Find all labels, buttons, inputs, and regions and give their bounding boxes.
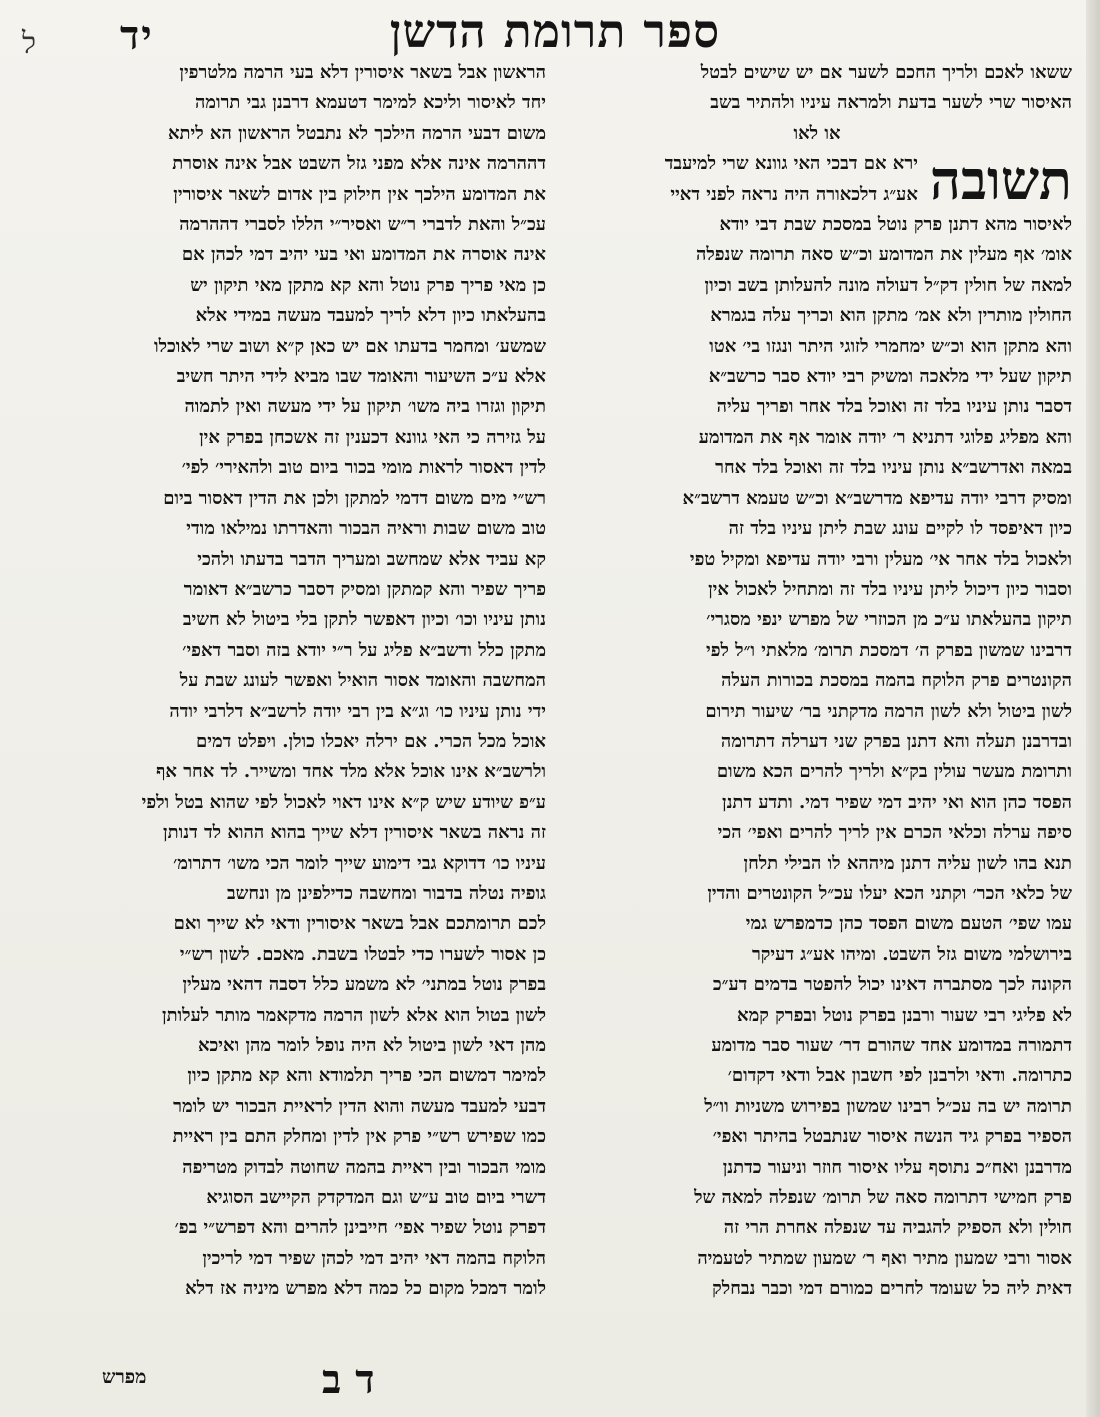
text-line: עמו שפי׳ הטעם משום הפסד כהן כדמפרש גמי: [745, 913, 1072, 935]
text-line: של כלאי הכר׳ וקתני הכא יעלו עכ״ל הקונטרים והדין: [707, 882, 1072, 904]
text-line: לאיסור מהא דתנן פרק נוטל במסכת שבת דבי יודא: [719, 214, 1072, 236]
text-line: לא פליגי רבי שעור ורבנן בפרק נוטל ובפרק קמא: [737, 1004, 1072, 1026]
text-line: רש״י מים משום דדמי למתקן ולכן את הדין דאסור ביום: [163, 487, 546, 509]
text-line: ולאכול בלד אחר אי׳ מעלין ורבי יודה עדיפא ומקיל טפי: [689, 548, 1072, 570]
text-line: ששאו לאכם ולריך החכם לשער אם יש שישים לבטל: [700, 62, 1072, 83]
text-line: אע״ג דלכאורה היה נראה לפני דאיי: [670, 183, 918, 205]
text-line: כיון דאיפסד לו לקיים עונג שבת ליתן עיניו בלד זה: [728, 518, 1072, 540]
text-line: בהעלאתו כיון דלא לריך למעבד מעשה במידי אלא: [195, 305, 546, 327]
text-line: את המדומע הילכך אין חילוק בין אדום לשאר איסורין: [173, 183, 546, 205]
text-line: אסור ורבי שמעון מתיר ואף ר׳ שמעון שמתיר לטעמיה: [697, 1247, 1072, 1269]
text-line: הפסד כהן הוא ואי יהיב דמי שפיר דמי. ותדע דתנן: [721, 791, 1072, 813]
text-line: והא מתקן הוא וכ״ש ימחמרי לזוגי היתר ונגזו בי׳ אטו: [709, 335, 1072, 357]
text-line: זה נראה בשאר איסורין דלא שייך בהוא ההוא לד דנותן: [163, 822, 546, 844]
running-head: [0, 4, 1100, 60]
text-line: שמשע׳ ומחמר בדעתו אם יש כאן ק״א ושוב שרי לאוכלו: [153, 335, 546, 357]
text-line: הלוקח בהמה דאי יהיב דמי לכהן שפיר דמי לריכין: [202, 1247, 546, 1269]
text-line: המחשבה והאומד אסור הואיל ואפשר לעונג שבת על: [179, 670, 546, 692]
text-line: כן אסור לשערו כדי לבטלו בשבת. מאכם. לשון רש״י: [179, 943, 546, 965]
text-line: למאה של חולין דק״ל דעולה מונה להעלותן בשב וכיון: [704, 274, 1072, 296]
text-line: נותן עיניו וכו׳ וכיון דאפשר לתקן בלי ביטול לא חשיב: [182, 609, 546, 631]
text-line: כמו שפירש רש״י פרק אין לדין ומחלק התם בין ראיית: [172, 1126, 546, 1148]
text-line: עיניו כו׳ דדוקא גבי דימוע שייך לומר הכי משו׳ דתרומ׳: [173, 852, 546, 874]
response-block: [562, 148, 1072, 213]
text-line: תרומה יש בה עכ״ל רבינו שמשון בפירוש משניות וו״ל: [704, 1095, 1072, 1117]
text-line: החולין מותרין ולא אמ׳ מתקן הוא וכריך עלה בגמרא: [710, 305, 1072, 327]
text-line: על גזירה כי האי גוונא דכענין זה אשכחן בפרק אין: [199, 426, 546, 448]
text-line: למימר דמשום הכי פריך תלמודא והא קא מתקן כיון: [187, 1065, 546, 1087]
text-line: ע״פ שיודע שיש ק״א אינו דאוי לאכול לפי שהוא בטל ולפי: [141, 791, 546, 813]
text-line: ובדרבנן תעלה והא דתנן בפרק שני דערלה דתרומה: [720, 730, 1072, 752]
text-line: מהן דאי לשון ביטול לא היה נופל לומר מהן ואיכא: [197, 1035, 546, 1056]
text-line: אלא ע״כ השיעור והאומד שבו מביא לידי היתר חשיב: [176, 366, 546, 388]
text-line: דההרמה אינה אלא מפני גזל השבט אבל אינה אוסרת: [172, 153, 546, 175]
signature-mark: ד ב: [322, 1356, 375, 1403]
text-line: דתמורה במדומע אחד שהורם דר׳ שעור סבר מדומע: [711, 1035, 1072, 1056]
text-line: מתקן כלל ודשב״א פליג על ר״י יודא בזה וסבר דאפי׳: [182, 639, 546, 661]
text-line: לשון בטול הוא אלא לשון הרמה מדקאמר מותר לעלותן: [161, 1004, 546, 1026]
page-edge: [1086, 0, 1100, 1417]
text-line: וסבור כיון דיכול ליתן עיניו בלד זה ומתחיל לאכול אין: [708, 578, 1072, 600]
text-line: הקונה לכך מסתברה דאינו יכול להפטר בדמים דע״כ: [712, 974, 1072, 996]
text-line: טוב משום שבות וראיה הבכור והאדרתו נמילאו מודי: [186, 518, 546, 540]
catchword: מפרש: [102, 1366, 147, 1388]
text-line: סיפה ערלה וכלאי הכרם אין לריך להרים ואפי׳ הכי: [717, 822, 1072, 844]
text-line: פריך שפיר והא קמתקן ומסיק דסבר כרשב״א דאומר: [183, 578, 546, 600]
text-line: לדין דאסור לראות מומי בכור ביום טוב ולהאירי׳ לפי׳: [181, 457, 546, 479]
right-column: [562, 58, 1072, 1305]
response-opening: [562, 149, 930, 210]
text-line: ירא אם דבכי האי גוונא שרי למיעבד: [664, 153, 918, 175]
text-line: הקונטרים פרק הלוקח בהמה במסכת בכורות העלה: [721, 670, 1072, 692]
left-column: [52, 58, 546, 1305]
text-line: קא עביד אלא שמחשב ומעריך הדבר בדעתו ולהכי: [197, 548, 546, 570]
text-line: דסבר נותן עיניו בלד זה ואוכל בלד אחר ופריך עליה: [716, 396, 1072, 418]
text-line: או לאו: [793, 122, 841, 144]
text-line: עכ״ל והאת לדברי ר״ש ואסיר״י הללו לסברי דההרמה: [179, 214, 546, 236]
text-line: פרק חמישי דתרומה סאה של תרומ׳ שנפלה למאה של: [694, 1187, 1072, 1209]
text-line: דרבינו שמשון בפרק ה׳ דמסכת תרומ׳ מלאתי ו״ל לפי: [705, 639, 1072, 661]
text-line: מומי הבכור ובין ראיית בהמה שחוטה לבדוק מטריפה: [182, 1156, 546, 1178]
text-line: ומסיק דרבי יודה עדיפא מדרשב״א וכ״ש טעמא דרשב״א: [682, 487, 1072, 509]
text-line: הספיר בפרק גיד הנשה איסור שנתבטל בהיתר ואפי׳: [712, 1126, 1072, 1148]
text-line: לכם תרומתכם אבל בשאר איסורין ודאי לא שייך ואם: [173, 913, 546, 935]
page-number: יד: [120, 12, 154, 59]
text-line: תיקון שעל ידי מלאכה ומשיק רבי יודא סבר כרשב״א: [708, 366, 1072, 388]
text-line: מדרבנן ואח״כ נתוסף עליו איסור חוזר וניעור כדתנן: [722, 1156, 1072, 1178]
text-line: תיקון בהעלאתו ע״כ מן הכוזרי של מפרש ינפי מסגרי׳: [706, 609, 1072, 631]
text-line: לומר דמכל מקום כל כמה דלא מפרש מיניה אז דלא: [185, 1278, 546, 1300]
text-line: דפרק נוטל שפיר אפי׳ חייבינן להרים והא דפרש״י בפ׳: [174, 1217, 546, 1239]
text-line: לשון ביטול ולא לשון הרמה מדקתני בר׳ שיעור תירום: [705, 700, 1072, 722]
text-line: אינה אוסרה את המדומע ואי בעי יהיב דמי לכהן אם: [181, 244, 546, 266]
margin-mark: ל: [22, 26, 37, 61]
text-line: תנא בהו לשון עליה דתנן מיההא לו הבילי תלחן: [743, 852, 1072, 874]
text-line: ותרומת מעשר עולין בק״א ולריך להרים הכא משום: [716, 761, 1072, 783]
text-line: הראשון אבל בשאר איסורין דלא בעי הרמה מלטרפין: [179, 62, 546, 83]
text-line: בירושלמי משום גזל השבט. ומיהו אע״ג דעיקר: [751, 943, 1072, 965]
text-line: בפרק נוטל במתני׳ לא משמע כלל דסבה דהאי מעלין: [182, 974, 546, 996]
text-line: ולרשב״א אינו אוכל אלא מלד אחד ומשייר. לד אחר אף: [156, 761, 546, 783]
book-title: ספר תרומת הדשן: [389, 4, 721, 58]
text-line: דשרי ביום טוב ע״ש וגם המדקדק הקיישב הסוגיא: [206, 1187, 546, 1209]
text-line: כן מאי פריך פרק נוטל והא קא מתקן מאי תיקון יש: [190, 274, 546, 296]
text-line: במאה ואדרשב״א נותן עיניו בלד זה ואוכל בלד אחר: [715, 457, 1072, 479]
text-line: יחד לאיסור וליכא למימר דטעמא דרבנן גבי תרומה: [194, 92, 546, 114]
text-line: ידי נותן עיניו כו׳ וג״א בין רבי יודה לרשב״א דלרבי יודה: [169, 700, 546, 722]
response-heading: תשובה: [929, 148, 1072, 213]
text-line: האיסור שרי לשער בדעת ולמראה עיניו ולהתיר בשב: [710, 92, 1072, 114]
text-line: משום דבעי הרמה הילכך לא נתבטל הראשון הא ליתא: [167, 122, 546, 144]
text-line: אוכל מכל הכרי. אם ירלה יאכלו כולן. ויפלט דמים: [196, 730, 546, 752]
text-line: והא מפליג פלוגי דתניא ר׳ יודה אומר אף את המדומע: [698, 426, 1072, 448]
text-line: דאית ליה כל שעומד לחרים כמורם דמי וכבר נבחלק: [712, 1278, 1072, 1300]
text-line: גופיה נטלה בדבור ומחשבה כדילפינן מן ונחשב: [227, 882, 546, 904]
text-line: חולין ולא הספיק להגביה עד שנפלה אחרת הרי זה: [723, 1217, 1072, 1239]
text-line: אומ׳ אף מעלין את המדומע וכ״ש סאה תרומה שנפלה: [695, 244, 1072, 266]
text-line: תיקון וגזרו ביה משו׳ תיקון על ידי מעשה ואין לתמוה: [184, 396, 546, 418]
text-line: כתרומה. ודאי ולרבנן לפי חשבון אבל ודאי דקדום׳: [727, 1065, 1072, 1087]
footer-line: [52, 1356, 546, 1403]
text-line: דבעי למעבד מעשה והוא הדין לראיית הבכור יש לומר: [173, 1095, 546, 1117]
